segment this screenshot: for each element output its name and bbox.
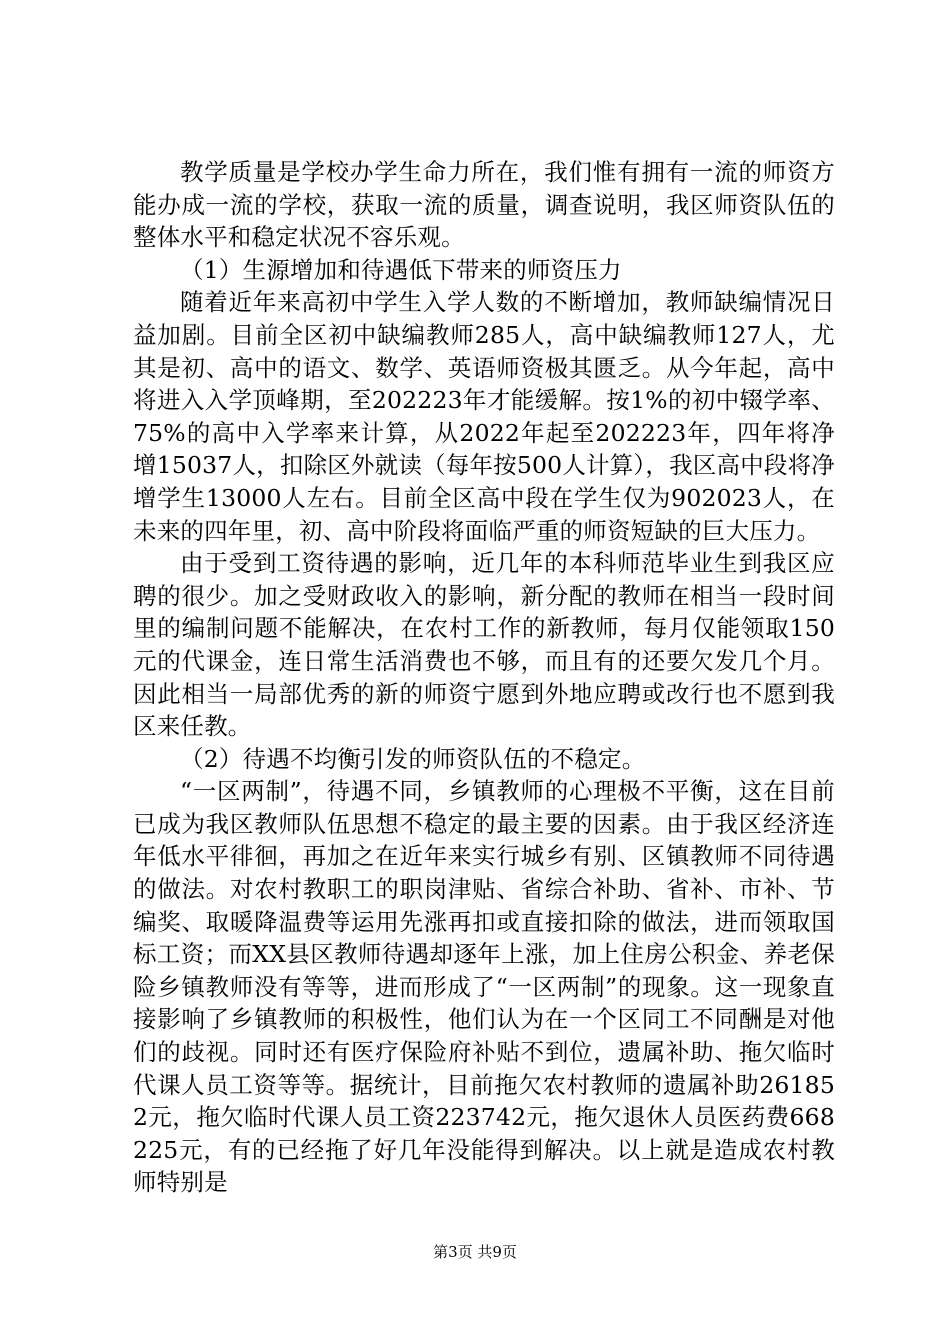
- section-heading-1: （1）生源增加和待遇低下带来的师资压力: [180, 255, 622, 284]
- document-body: [133, 156, 835, 1199]
- paragraph-teaching-quality: 教学质量是学校办学生命力所在，我们惟有拥有一流的师资方能办成一流的学校，获取一流的质量，调查说明，我区师资队伍的整体水平和稳定状况不容乐观。: [133, 158, 835, 252]
- paragraph-two-systems: “一区两制”，待遇不同，乡镇教师的心理极不平衡，这在目前已成为我区教师队伍思想不稳定的最主要的因素。由于我区经济连年低水平徘徊，再加之在近年来实行城乡有别、区镇教师不同待遇的做法。对农村教职工的职岗津贴、省综合补助、省补、市补、节编奖、取暖降温费等运用先涨再扣或直接扣除的做法，进而领取国标工资；而XX县区教师待遇却逐年上涨，加上住房公积金、养老保险乡镇教师没有等等，进而形成了“一区两制”的现象。这一现象直接影响了乡镇教师的积极性，他们认为在一个区同工不同酬是对他们的歧视。同时还有医疗保险府补贴不到位，遗属补助、拖欠临时代课人员工资等等。据统计，目前拖欠农村教师的遗属补助261852元，拖欠临时代课人员工资223742元，拖欠退休人员医药费668225元，有的已经拖了好几年没能得到解决。以上就是造成农村教师特别是: [133, 777, 835, 1197]
- section-heading-2: （2）待遇不均衡引发的师资队伍的不稳定。: [180, 744, 646, 773]
- paragraph-enrollment-pressure: 随着近年来高初中学生入学人数的不断增加，教师缺编情况日益加剧。目前全区初中缺编教师285人，高中缺编教师127人，尤其是初、高中的语文、数学、英语师资极其匮乏。从今年起，高中将进入入学顶峰期，至202223年才能缓解。按1%的初中辍学率、75%的高中入学率来计算，从2022年起至202223年，四年将净增15037人，扣除区外就读（每年按500人计算），我区高中段将净增学生13000人左右。目前全区高中段在学生仅为902023人，在未来的四年里，初、高中阶段将面临严重的师资短缺的巨大压力。: [133, 288, 835, 545]
- paragraph-salary-impact: 由于受到工资待遇的影响，近几年的本科师范毕业生到我区应聘的很少。加之受财政收入的影响，新分配的教师在相当一段时间里的编制问题不能解决，在农村工作的新教师，每月仅能领取150元的代课金，连日常生活消费也不够，而且有的还要欠发几个月。因此相当一局部优秀的新的师资宁愿到外地应聘或改行也不愿到我区来任教。: [133, 549, 835, 741]
- page-footer: 第3页 共9页: [433, 1243, 517, 1261]
